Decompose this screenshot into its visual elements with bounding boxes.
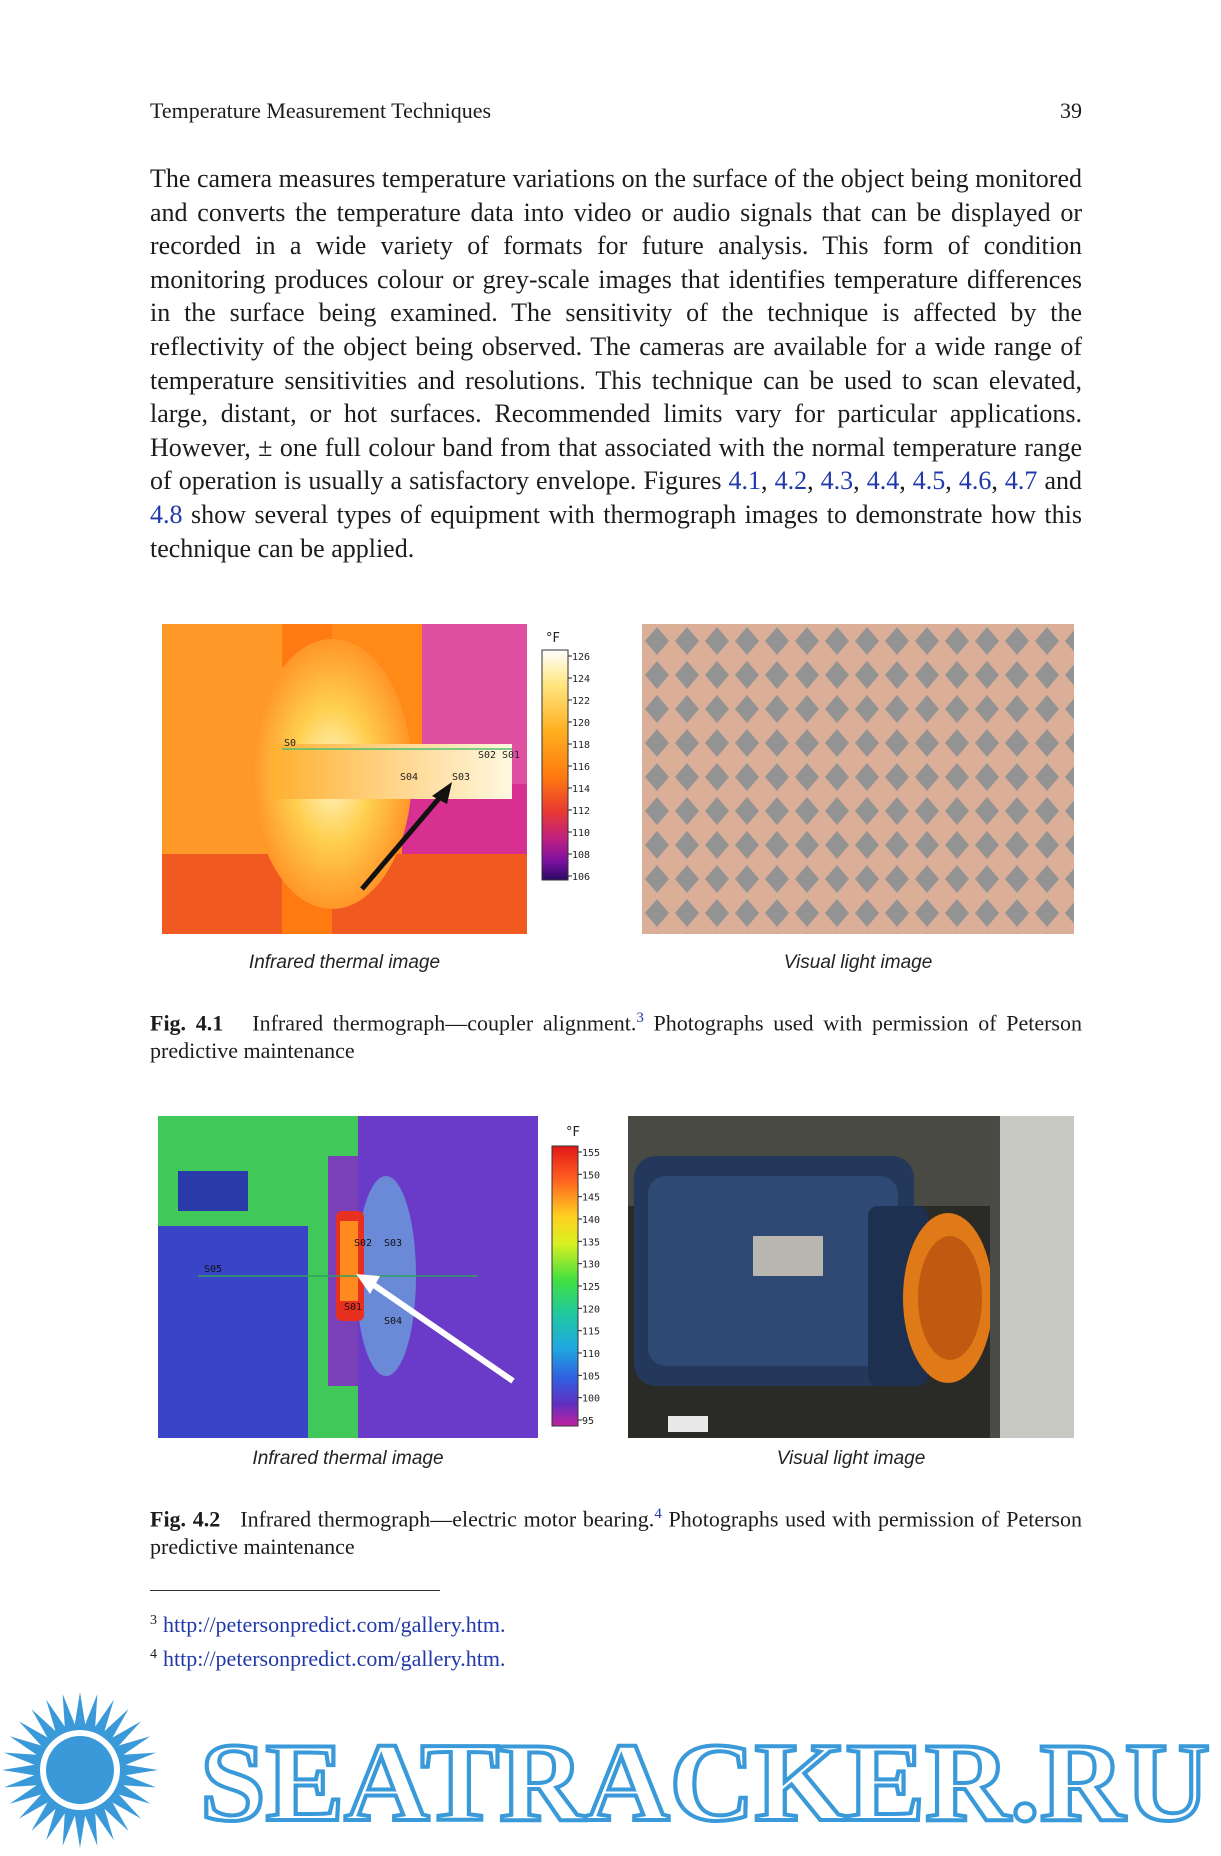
scale-tick-label: 140 <box>582 1215 601 1226</box>
figure-4-1 <box>150 622 1082 982</box>
caption-tail: Photographs used with permission of Peterson predictive maintenance <box>150 1506 1082 1560</box>
figure-caption-4-2 <box>150 1500 1082 1561</box>
scale-tick-label: 105 <box>582 1371 601 1383</box>
subcaption-infrared: Infrared thermal image <box>248 952 441 973</box>
scale-tick-label: 122 <box>572 696 590 707</box>
temperature-scale <box>540 1120 602 1438</box>
scale-tick-label: 114 <box>572 784 590 795</box>
spot-label: S02 <box>478 750 497 761</box>
fig-ref-4-1[interactable]: 4.1 <box>728 466 762 496</box>
scale-unit: °F <box>566 1125 580 1140</box>
fig-ref-4-8[interactable]: 4.8 <box>150 499 183 529</box>
spot-label: S01 <box>502 750 521 761</box>
subcaption-visual: Visual light image <box>776 1448 926 1469</box>
scale-tick-label: 125 <box>582 1282 601 1293</box>
scale-tick-label: 110 <box>572 828 590 839</box>
fig-ref-4-4[interactable]: 4.4 <box>866 466 900 496</box>
scale-tick-label: 124 <box>572 674 590 685</box>
watermark-text: SEATRACKER.RU <box>200 1721 1210 1845</box>
scale-tick-label: 95 <box>582 1416 595 1427</box>
footnote-ref[interactable]: 3 <box>636 1010 644 1026</box>
footnote-4 <box>150 1646 506 1672</box>
scale-tick-label: 120 <box>572 718 590 729</box>
scale-tick-label: 135 <box>582 1237 601 1249</box>
body-text-before: The camera measures temperature variations on the surface of the object being monitored and converts the temperature data into video or audio signals that can be displayed or recorded in a wide variety of formats for future analysis. This form of condition monitoring produces colour or grey-scale images that identifies temperature differences in the surface being examined. The sensitivity of the technique is affected by the reflectivity of the object being observed. The cameras are available for a wide range of temperature sensitivities and resolutions. This technique can be used to scan elevated, large, distant, or hot surfaces. Recommended limits vary for particular applications. However, ± one full colour band from that associated with the normal temperature range of operation is usually a satisfactory envelope. Figures <box>150 164 1082 496</box>
footnote-ref[interactable]: 4 <box>654 1506 662 1522</box>
scale-unit: °F <box>546 631 560 646</box>
thermal-image-motor <box>158 1116 538 1438</box>
spot-label: S0 <box>284 738 297 749</box>
subcaption-infrared: Infrared thermal image <box>252 1448 444 1469</box>
fig-ref-4-7[interactable]: 4.7 <box>1004 466 1038 496</box>
body-text-after: show several types of equipment with thermograph images to demonstrate how this technique can be applied. <box>150 499 1082 563</box>
caption-text: Infrared thermograph—electric motor bearing. <box>240 1506 655 1532</box>
footnote-3 <box>150 1612 506 1638</box>
scale-tick-label: 116 <box>572 762 590 773</box>
spot-label: S05 <box>204 1264 223 1275</box>
thermal-image-coupler <box>162 624 527 934</box>
scale-tick-label: 108 <box>572 850 590 861</box>
footnote-link[interactable]: http://petersonpredict.com/gallery.htm. <box>163 1646 506 1671</box>
running-title: Temperature Measurement Techniques <box>150 98 492 123</box>
scale-tick-label: 130 <box>582 1259 601 1271</box>
caption-tail: Photographs used with permission of Peterson predictive maintenance <box>150 1010 1082 1064</box>
watermark <box>0 1690 1221 1851</box>
running-header <box>150 98 1082 124</box>
scale-tick-label: 112 <box>572 806 590 817</box>
fig-ref-4-6[interactable]: 4.6 <box>958 466 992 496</box>
subcaption-visual: Visual light image <box>783 952 933 973</box>
scale-tick-label: 126 <box>572 652 590 663</box>
spot-label: S01 <box>344 1302 363 1313</box>
spot-label: S02 <box>354 1238 373 1249</box>
footnote-link[interactable]: http://petersonpredict.com/gallery.htm. <box>163 1612 506 1637</box>
figure-caption-4-1 <box>150 1004 1082 1065</box>
scale-tick-label: 118 <box>572 740 590 751</box>
spot-label: S03 <box>384 1238 403 1249</box>
scale-tick-label: 100 <box>582 1393 601 1405</box>
footnote-separator <box>150 1590 440 1591</box>
scale-tick-label: 106 <box>572 872 590 883</box>
scale-tick-label: 115 <box>582 1326 601 1338</box>
figure-label: Fig. 4.2 <box>150 1506 221 1532</box>
body-paragraph: The camera measures temperature variations on the surface of the object being monitored and converts the temperature data into video or audio signals that can be displayed or recorded in a wide variety of formats for future analysis. This form of condition monitoring produces colour or grey-scale images that identifies temperature differences in the surface being examined. The sensitivity of the technique is affected by the reflectivity of the object being observed. The cameras are available for a wide range of temperature sensitivities and resolutions. This technique can be used to scan elevated, large, distant, or hot surfaces. Recommended limits vary for particular applications. However, ± one full colour band from that associated with the normal temperature range of operation is usually a satisfactory envelope. Figures 4.1, 4.2, 4.3, 4.4, 4.5, 4.6, 4.7 and 4.8 show several types of equipment with thermograph images to demonstrate how this technique can be applied. <box>150 164 1082 563</box>
sun-logo-icon <box>2 1692 158 1848</box>
spot-label: S03 <box>452 772 471 783</box>
scale-tick-label: 145 <box>582 1192 601 1204</box>
figure-4-2 <box>150 1114 1082 1480</box>
scale-tick-label: 150 <box>582 1170 601 1182</box>
temperature-scale <box>530 626 590 936</box>
scale-tick-label: 110 <box>582 1349 601 1360</box>
fig-ref-4-2[interactable]: 4.2 <box>774 466 808 496</box>
footnote-mark: 3 <box>150 1612 157 1628</box>
figure-label: Fig. 4.1 <box>150 1010 224 1036</box>
page-number: 39 <box>1060 98 1082 123</box>
visual-image-coupler-guard <box>642 624 1074 934</box>
fig-ref-4-3[interactable]: 4.3 <box>820 466 854 496</box>
caption-text: Infrared thermograph—coupler alignment. <box>252 1010 637 1036</box>
footnote-mark: 4 <box>150 1646 157 1662</box>
spot-label: S04 <box>400 772 419 783</box>
scale-tick-label: 155 <box>582 1148 601 1159</box>
visual-image-electric-motor <box>628 1116 1074 1438</box>
spot-label: S04 <box>384 1316 403 1327</box>
fig-ref-4-5[interactable]: 4.5 <box>912 466 946 496</box>
scale-tick-label: 120 <box>582 1304 601 1316</box>
